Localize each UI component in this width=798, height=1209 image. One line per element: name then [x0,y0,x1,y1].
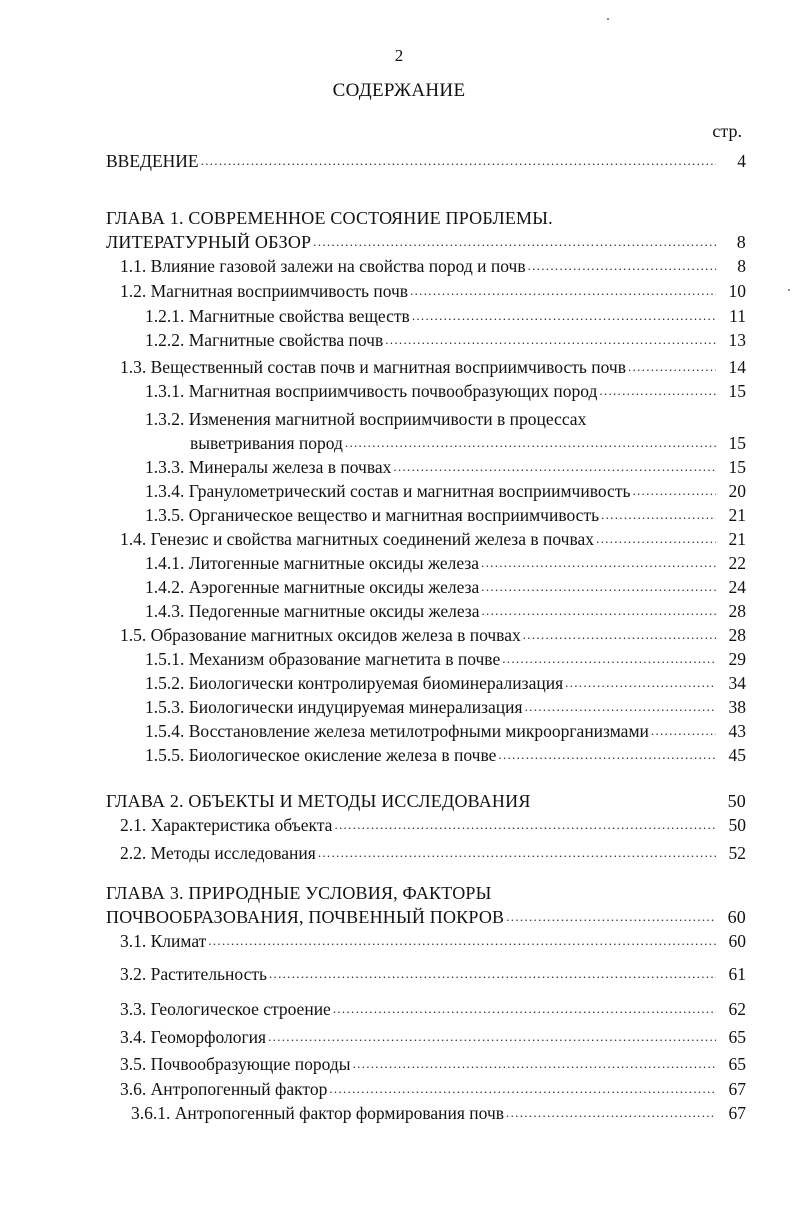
toc-entry-title: 1.4.3. Педогенные магнитные оксиды железа [145,601,480,621]
toc-entry-title: 2.2. Методы исследования [120,843,316,863]
toc-entry-page: 43 [728,721,746,741]
toc-entry-page: 67 [728,1079,746,1099]
toc-entry-page: 60 [728,931,746,951]
toc-entry-1-4-1[interactable] [145,551,746,575]
toc-entry-title: 1.4. Генезис и свойства магнитных соединений железа в почвах [120,529,595,549]
toc-entry-page: 11 [729,306,746,326]
dot-leader [632,479,716,503]
toc-entry-page: 28 [728,625,746,645]
toc-entry-1-2-1[interactable] [145,304,746,328]
toc-entry-title: 1.2. Магнитная восприимчивость почв [120,281,409,301]
toc-entry-page: 50 [728,815,746,835]
toc-entry-title: 1.5.4. Восстановление железа метилотрофными микроорганизмами [145,721,649,741]
toc-entry-page: 62 [728,999,746,1019]
dot-leader [523,623,716,647]
dot-leader [481,575,716,599]
dot-leader [601,503,716,527]
toc-entry-page: 50 [727,791,746,811]
chapter-3-heading-line1: ГЛАВА 3. ПРИРОДНЫЕ УСЛОВИЯ, ФАКТОРЫ [106,883,492,903]
toc-entry-title: 1.3.1. Магнитная восприимчивость почвообразующих пород [145,381,598,401]
toc-entry-page: 22 [728,553,746,573]
page-title: СОДЕРЖАНИЕ [332,80,466,101]
toc-entry-page: 28 [728,601,746,621]
toc-entry-1-5-5[interactable] [145,743,746,767]
pages-column-header: стр. [712,121,742,141]
toc-entry-title: 1.5.3. Биологически индуцируемая минерализация [145,697,523,717]
toc-entry-page: 67 [728,1103,746,1123]
dot-leader [565,671,716,695]
toc-entry-title: ПОЧВООБРАЗОВАНИЯ, ПОЧВЕННЫЙ ПОКРОВ [106,907,505,927]
page-number: 2 [394,46,404,65]
toc-entry-3-5[interactable] [120,1052,746,1076]
toc-entry-1-3-4[interactable] [145,479,746,503]
toc-entry-title: 1.3.4. Гранулометрический состав и магнитная восприимчивость [145,481,631,501]
toc-entry-page: 21 [728,529,746,549]
toc-entry-title: 1.5. Образование магнитных оксидов железа в почвах [120,625,521,645]
dot-leader [313,230,716,254]
dot-leader [651,719,716,743]
toc-entry-title: 3.3. Геологическое строение [120,999,331,1019]
toc-entry-1-1[interactable] [120,254,746,278]
toc-entry-3-2[interactable] [120,962,746,986]
toc-entry-1-4-3[interactable] [145,599,746,623]
toc-entry-3-6[interactable] [120,1077,746,1101]
toc-entry-title: выветривания пород [190,433,343,453]
dot-leader [208,929,716,953]
toc-entry-1-5-2[interactable] [145,671,746,695]
toc-entry-title: 1.4.2. Аэрогенные магнитные оксиды железа [145,577,480,597]
toc-entry-page: 61 [728,964,746,984]
toc-entry-3-4[interactable] [120,1025,746,1049]
toc-entry-3-3[interactable] [120,997,746,1021]
toc-entry-page: 15 [728,381,746,401]
toc-entry-1-3-2-line1: 1.3.2. Изменения магнитной восприимчивости в процессах [145,409,587,429]
dot-leader [506,905,716,929]
toc-entry-title: 3.4. Геоморфология [120,1027,267,1047]
toc-entry-title: ЛИТЕРАТУРНЫЙ ОБЗОР [106,232,312,252]
toc-entry-page: 24 [728,577,746,597]
dot-leader [481,599,716,623]
toc-entry-title: 1.5.5. Биологическое окисление железа в почве [145,745,497,765]
toc-entry-title: 1.4.1. Литогенные магнитные оксиды железа [145,553,480,573]
toc-entry-1-2[interactable] [120,279,746,303]
toc-entry-page: 65 [728,1054,746,1074]
toc-entry-page: 15 [728,457,746,477]
toc-entry-title: ГЛАВА 2. ОБЪЕКТЫ И МЕТОДЫ ИССЛЕДОВАНИЯ [106,791,531,811]
toc-entry-chapter-1[interactable] [106,230,746,254]
dot-leader [318,841,716,865]
toc-entry-title: 1.3.5. Органическое вещество и магнитная восприимчивость [145,505,600,525]
toc-entry-1-3-3[interactable] [145,455,746,479]
dot-leader [269,962,716,986]
toc-entry-page: 13 [728,330,746,350]
toc-entry-page: 34 [728,673,746,693]
toc-entry-page: 20 [728,481,746,501]
dot-leader [385,328,716,352]
toc-entry-page: 15 [728,433,746,453]
toc-entry-1-5-3[interactable] [145,695,746,719]
toc-entry-title: 1.5.1. Механизм образование магнетита в почве [145,649,501,669]
toc-entry-1-3-1[interactable] [145,379,746,403]
toc-entry-title: 3.2. Растительность [120,964,267,984]
toc-entry-1-4-2[interactable] [145,575,746,599]
toc-entry-page: 29 [728,649,746,669]
toc-entry-title: 1.2.2. Магнитные свойства почв [145,330,384,350]
toc-entry-page: 38 [728,697,746,717]
toc-entry-page: 65 [728,1027,746,1047]
dot-leader [628,355,716,379]
dot-leader [596,527,716,551]
dot-leader [410,279,716,303]
toc-entry-page: 8 [736,232,746,252]
toc-entry-title: 1.3.3. Минералы железа в почвах [145,457,392,477]
dot-leader [528,254,716,278]
dot-leader [502,647,716,671]
dot-leader [506,1101,716,1125]
toc-entry-1-4[interactable] [120,527,746,551]
toc-entry-chapter-2[interactable] [106,789,746,813]
toc-entry-title: ВВЕДЕНИЕ [106,151,199,171]
toc-entry-1-2-2[interactable] [145,328,746,352]
toc-entry-page: 21 [728,505,746,525]
dot-leader [498,743,716,767]
toc-entry-chapter-3[interactable] [106,905,746,929]
toc-entry-page: 8 [737,256,746,276]
chapter-1-heading-line1: ГЛАВА 1. СОВРЕМЕННОЕ СОСТОЯНИЕ ПРОБЛЕМЫ. [106,208,553,228]
toc-entry-1-5-4[interactable] [145,719,746,743]
toc-entry-1-3-5[interactable] [145,503,746,527]
toc-entry-page: 52 [728,843,746,863]
toc-entry-title: 1.2.1. Магнитные свойства веществ [145,306,410,326]
toc-entry-title: 3.6. Антропогенный фактор [120,1079,328,1099]
toc-entry-2-1[interactable] [120,813,746,837]
dot-leader [345,431,716,455]
dot-leader [481,551,716,575]
dot-leader [333,997,716,1021]
toc-entry-page: 60 [727,907,746,927]
scan-speck [607,18,609,20]
dot-leader [334,813,716,837]
dot-leader [393,455,716,479]
scan-speck [788,289,790,291]
dot-leader [599,379,716,403]
toc-entry-page: 14 [728,357,746,377]
toc-entry-title: 3.5. Почвообразующие породы [120,1054,351,1074]
toc-entry-page: 10 [728,281,746,301]
dot-leader [353,1052,716,1076]
toc-entry-1-5-1[interactable] [145,647,746,671]
toc-entry-page: 4 [737,151,746,171]
toc-entry-introduction[interactable] [106,149,746,173]
dot-leader [329,1077,716,1101]
toc-entry-3-6-1[interactable] [131,1101,746,1125]
dot-leader [525,695,716,719]
toc-entry-1-3-2[interactable] [190,431,746,455]
dot-leader [268,1025,716,1049]
toc-entry-title: 3.6.1. Антропогенный фактор формирования почв [131,1103,505,1123]
toc-entry-1-5[interactable] [120,623,746,647]
dot-leader [201,149,716,173]
toc-entry-2-2[interactable] [120,841,746,865]
dot-leader [412,304,716,328]
toc-entry-title: 1.1. Влияние газовой залежи на свойства пород и почв [120,256,526,276]
toc-entry-1-3[interactable] [120,355,746,379]
toc-entry-title: 1.3. Вещественный состав почв и магнитная восприимчивость почв [120,357,626,377]
toc-entry-3-1[interactable] [120,929,746,953]
toc-entry-title: 3.1. Климат [120,931,207,951]
toc-entry-page: 45 [728,745,746,765]
toc-entry-title: 1.5.2. Биологически контролируемая биоминерализация [145,673,564,693]
toc-entry-title: 2.1. Характеристика объекта [120,815,333,835]
